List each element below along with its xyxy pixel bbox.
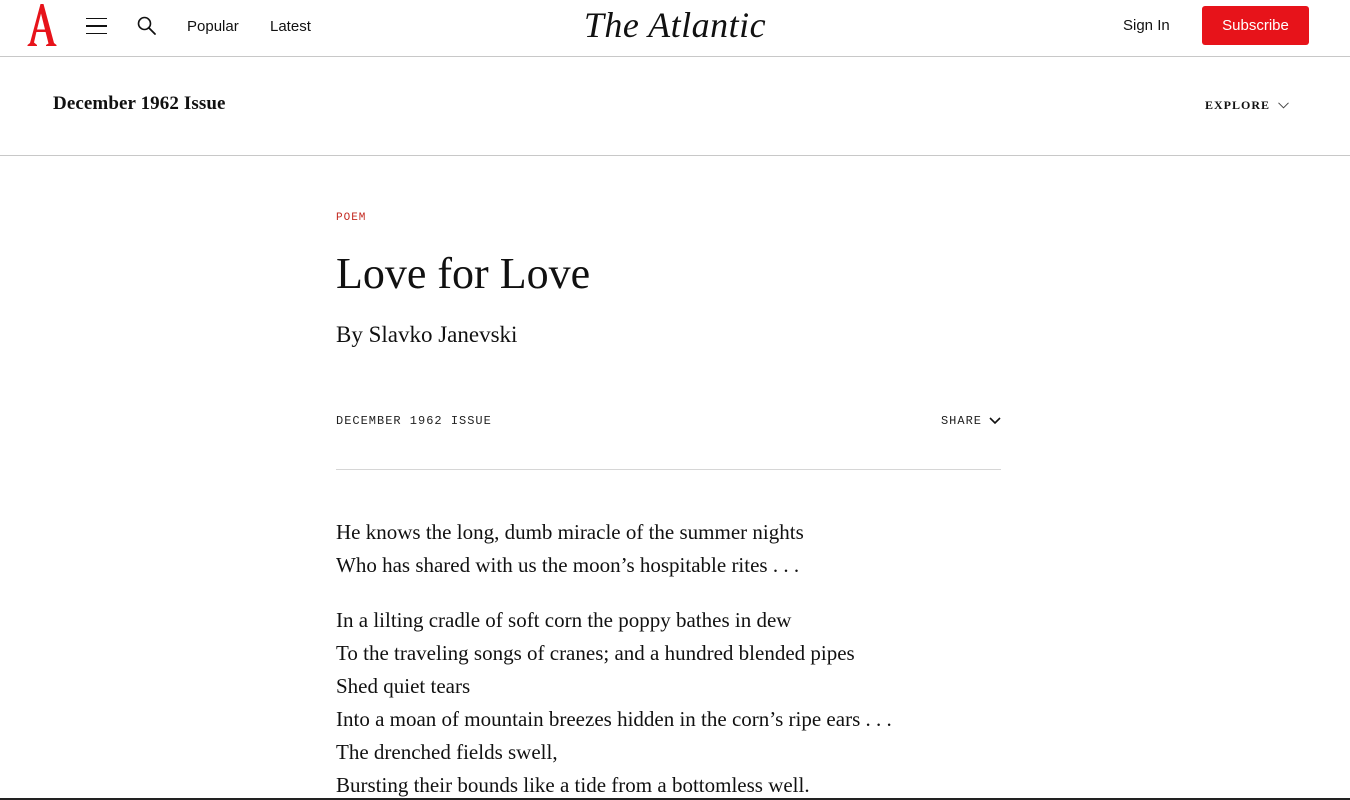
subscribe-button[interactable]: Subscribe [1202, 6, 1309, 45]
poem-line: Who has shared with us the moon’s hospitable rites . . . [336, 553, 800, 577]
top-nav-bar [0, 0, 1350, 57]
byline-prefix: By [336, 322, 363, 347]
article-headline: Love for Love [336, 249, 591, 298]
atlantic-logo-icon[interactable] [27, 3, 57, 47]
poem-line: Shed quiet tears [336, 674, 471, 698]
nav-link-latest[interactable]: Latest [270, 18, 311, 35]
site-wordmark[interactable]: The Atlantic [583, 5, 767, 45]
poem-line: Bursting their bounds like a tide from a bottomless well. [336, 773, 810, 797]
author-link[interactable]: Slavko Janevski [368, 322, 518, 347]
poem-stanza [336, 516, 1001, 582]
poem-stanza [336, 604, 1001, 800]
share-label: SHARE [940, 414, 982, 428]
chevron-down-icon [1278, 102, 1289, 109]
nav-link-popular[interactable]: Popular [187, 18, 239, 35]
issue-label-link[interactable]: DECEMBER 1962 ISSUE [336, 414, 492, 428]
poem-line: In a lilting cradle of soft corn the poppy bathes in dew [336, 608, 792, 632]
poem-line: To the traveling songs of cranes; and a hundred blended pipes [336, 641, 855, 665]
issue-title-link[interactable]: December 1962 Issue [53, 93, 226, 114]
share-dropdown[interactable] [941, 414, 1001, 428]
article-divider [336, 469, 1001, 470]
poem-line: The drenched fields swell, [336, 740, 558, 764]
explore-dropdown[interactable] [1205, 98, 1289, 113]
chevron-down-icon [989, 417, 1001, 425]
menu-icon[interactable] [84, 13, 110, 39]
search-icon[interactable] [136, 15, 158, 37]
explore-label: EXPLORE [1205, 98, 1271, 112]
poem-body [336, 516, 1001, 800]
article-kicker[interactable]: POEM [336, 212, 367, 224]
article-byline [336, 322, 517, 348]
poem-line: Into a moan of mountain breezes hidden in the corn’s ripe ears . . . [336, 707, 892, 731]
poem-line: He knows the long, dumb miracle of the summer nights [336, 520, 804, 544]
issue-bar [0, 57, 1350, 156]
sign-in-link[interactable]: Sign In [1123, 17, 1170, 34]
